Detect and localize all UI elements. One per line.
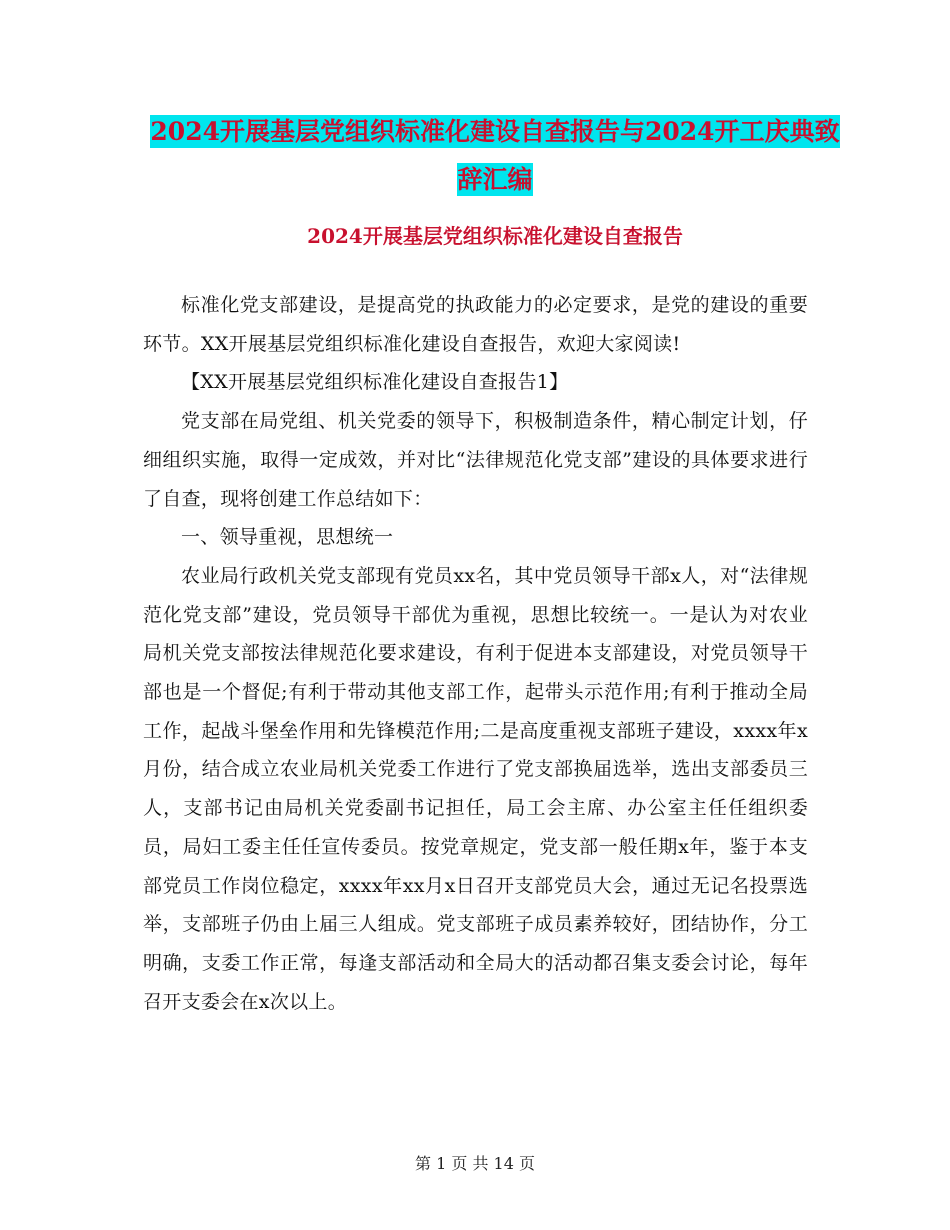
paragraph-intro: 标准化党支部建设，是提高党的执政能力的必定要求，是党的建设的重要环节。XX开展基层党组织标准化建设自查报告，欢迎大家阅读!: [143, 294, 808, 355]
document-title: [140, 108, 850, 204]
section-title: 2024开展基层党组织标准化建设自查报告: [307, 224, 683, 248]
page-footer: 第 1 页 共 14 页: [415, 1154, 535, 1173]
paragraph-details: 农业局行政机关党支部现有党员xx名，其中党员领导干部x人，对“法律规范化党支部”建设，党员领导干部优为重视，思想比较统一。一是认为对农业局机关党支部按法律规范化要求建设，有利于促进本支部建设，对党员领导干部也是一个督促;有利于带动其他支部工作，起带头示范作用;有利于推动全局工作，起战斗堡垒作用和先锋模范作用;二是高度重视支部班子建设，xxxx年x月份，结合成立农业局机关党委工作进行了党支部换届选举，选出支部委员三人，支部书记由局机关党委副书记担任，局工会主席、办公室主任任组织委员，局妇工委主任任宣传委员。按党章规定，党支部一般任期x年，鉴于本支部党员工作岗位稳定，xxxx年xx月x日召开支部党员大会，通过无记名投票选举，支部班子仍由上届三人组成。党支部班子成员素养较好，团结协作，分工明确，支委工作正常，每逢支部活动和全局大的活动都召集支委会讨论，每年召开支委会在x次以上。: [143, 564, 808, 1013]
paragraph-report-heading: 【XX开展基层党组织标准化建设自查报告1】: [181, 371, 569, 394]
document-title-highlight: 2024开展基层党组织标准化建设自查报告与2024开工庆典致辞汇编: [150, 117, 840, 194]
paragraph-section-heading: 一、领导重视，思想统一: [181, 526, 394, 549]
document-body: [143, 286, 808, 1021]
paragraph-overview: 党支部在局党组、机关党委的领导下，积极制造条件，精心制定计划，仔细组织实施，取得一定成效，并对比“法律规范化党支部”建设的具体要求进行了自查，现将创建工作总结如下：: [143, 410, 808, 510]
